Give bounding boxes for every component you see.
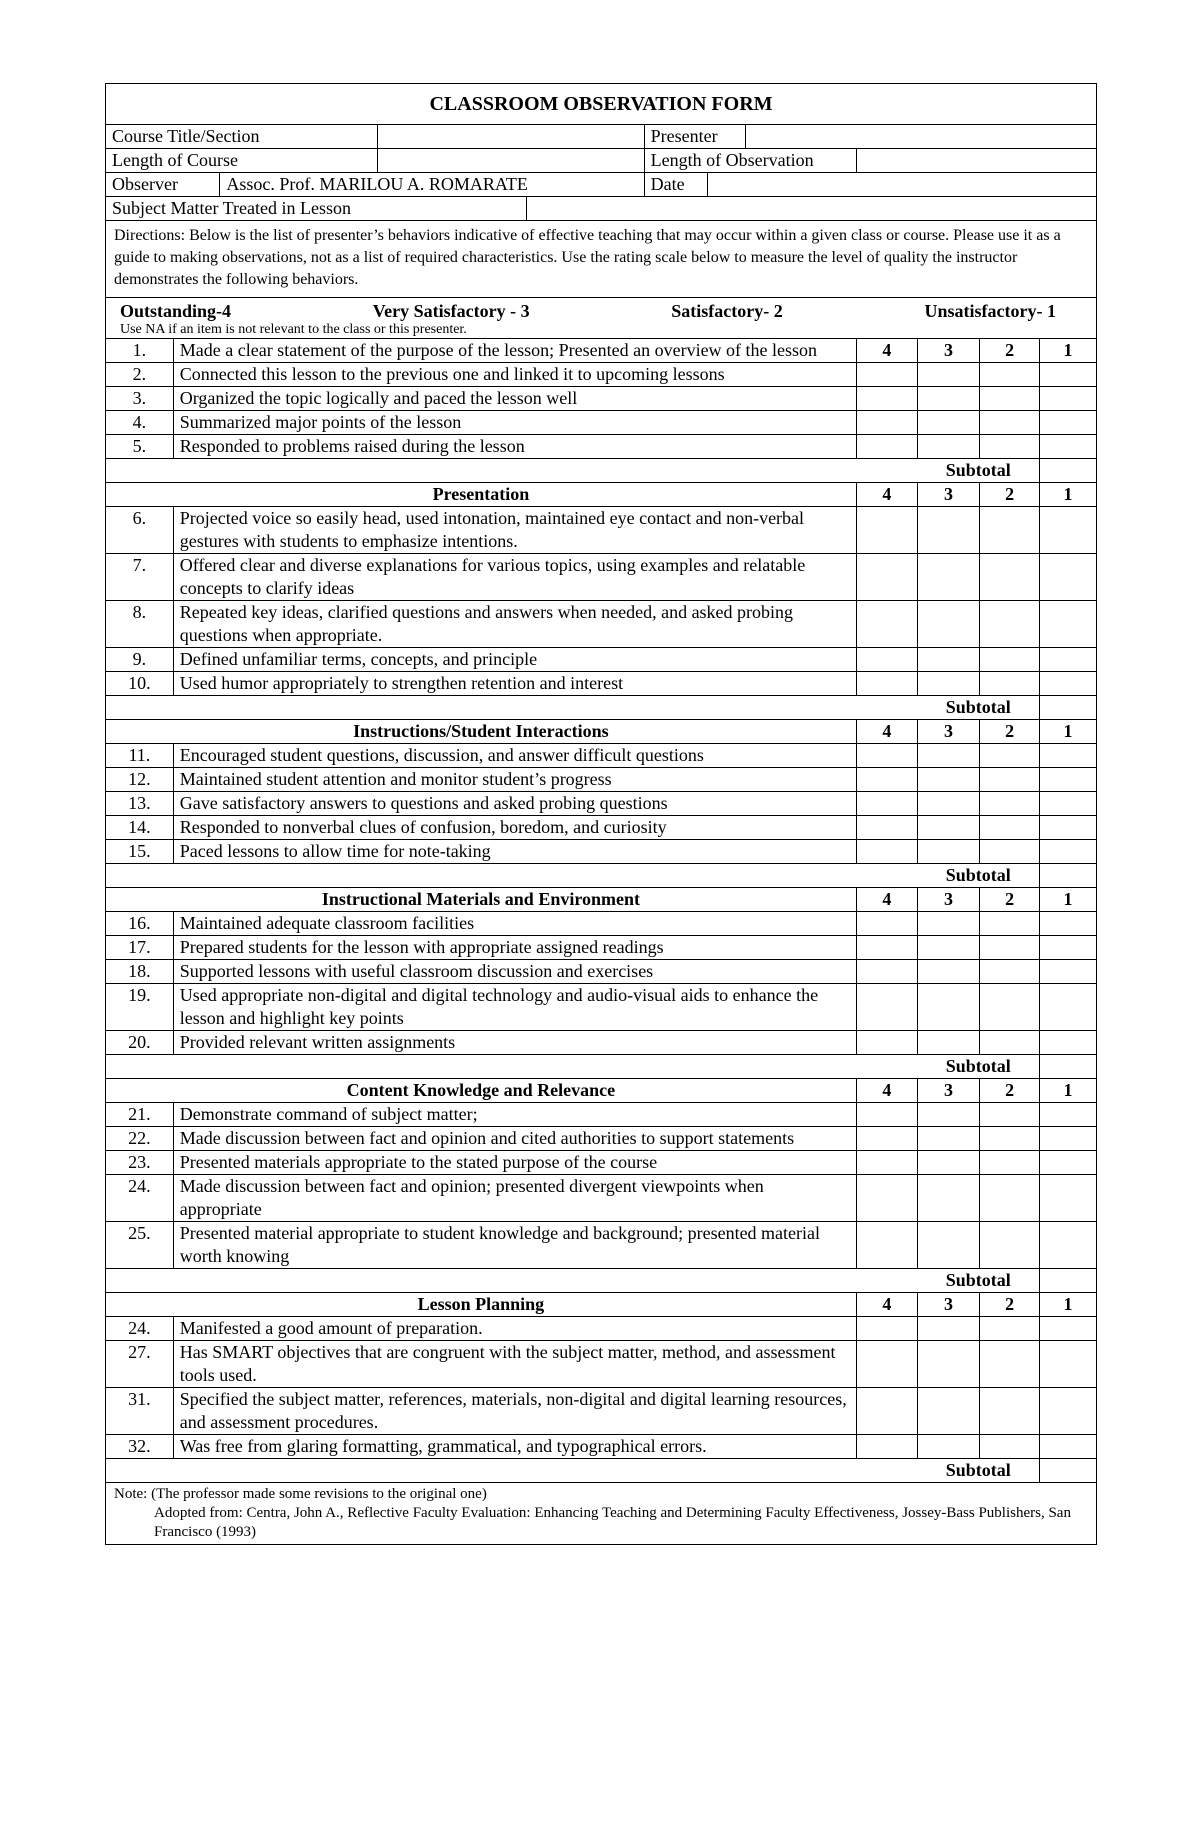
scale-unsatisfactory: Unsatisfactory- 1 [924, 301, 1056, 321]
rating-cell-2[interactable] [980, 1175, 1040, 1222]
subtotal-spacer [106, 696, 918, 720]
item-number: 7. [106, 554, 174, 601]
rating-cell-3[interactable] [917, 1317, 979, 1341]
item-text: Used appropriate non-digital and digital technology and audio-visual aids to enhance the lesson and highlight key points [173, 984, 856, 1031]
rating-cell-2[interactable] [980, 363, 1040, 387]
criteria-row [106, 816, 1097, 840]
item-number: 12. [106, 768, 174, 792]
item-text: Projected voice so easily head, used intonation, maintained eye contact and non-verbal gestures with students to emphasize intentions. [173, 507, 856, 554]
criteria-row [106, 840, 1097, 864]
length-course-label: Length of Course [106, 149, 378, 173]
item-number: 22. [106, 1127, 174, 1151]
criteria-row [106, 1103, 1097, 1127]
item-text: Offered clear and diverse explanations for various topics, using examples and relatable concepts to clarify ideas [173, 554, 856, 601]
item-text: Made a clear statement of the purpose of the lesson; Presented an overview of the lesson [173, 339, 856, 363]
rating-cell-1[interactable] [1040, 363, 1097, 387]
item-text: Repeated key ideas, clarified questions and answers when needed, and asked probing questions when appropriate. [173, 601, 856, 648]
rating-cell-3[interactable] [917, 1388, 979, 1435]
rating-header-4[interactable]: 4 [856, 339, 917, 363]
subtotal-row [106, 1055, 1097, 1079]
date-label: Date [644, 173, 707, 197]
item-text: Gave satisfactory answers to questions and asked probing questions [173, 792, 856, 816]
subtotal-row [106, 696, 1097, 720]
rating-header-1[interactable]: 1 [1040, 339, 1097, 363]
rating-cell-1[interactable] [1040, 1317, 1097, 1341]
criteria-row [106, 768, 1097, 792]
item-text: Connected this lesson to the previous one and linked it to upcoming lessons [173, 363, 856, 387]
rating-cell-1[interactable] [1040, 984, 1097, 1031]
criteria-row [106, 554, 1097, 601]
rating-header-4: 4 [856, 483, 917, 507]
rating-cell-4[interactable] [856, 411, 917, 435]
rating-header-3[interactable]: 3 [917, 339, 979, 363]
item-text: Provided relevant written assignments [173, 1031, 856, 1055]
rating-cell-1[interactable] [1040, 936, 1097, 960]
rating-header-2: 2 [980, 888, 1040, 912]
item-text: Supported lessons with useful classroom discussion and exercises [173, 960, 856, 984]
section-header-row [106, 483, 1097, 507]
rating-header-2: 2 [980, 483, 1040, 507]
item-number: 18. [106, 960, 174, 984]
item-text: Used humor appropriately to strengthen retention and interest [173, 672, 856, 696]
rating-cell-1[interactable] [1040, 1341, 1097, 1388]
rating-cell-2[interactable] [980, 435, 1040, 459]
subtotal-label: Subtotal [917, 1055, 1039, 1079]
criteria-row [106, 387, 1097, 411]
rating-cell-2[interactable] [980, 601, 1040, 648]
section-header-row [106, 888, 1097, 912]
rating-cell-4[interactable] [856, 1388, 917, 1435]
subtotal-row [106, 1269, 1097, 1293]
section-header-row [106, 1293, 1097, 1317]
rating-header-2: 2 [980, 1293, 1040, 1317]
rating-cell-3[interactable] [917, 936, 979, 960]
observer-label: Observer [106, 173, 220, 197]
rating-scale-row [106, 298, 1097, 323]
item-number: 17. [106, 936, 174, 960]
subtotal-spacer [106, 864, 918, 888]
rating-cell-1[interactable] [1040, 1175, 1097, 1222]
rating-cell-3[interactable] [917, 387, 979, 411]
rating-cell-3[interactable] [917, 1151, 979, 1175]
header-row-subject [106, 197, 1097, 221]
section-title: Content Knowledge and Relevance [106, 1079, 857, 1103]
rating-cell-3[interactable] [917, 672, 979, 696]
item-text: Specified the subject matter, references, materials, non-digital and digital learning resources, and assessment procedures. [173, 1388, 856, 1435]
directions-text: Directions: Below is the list of presenter’s behaviors indicative of effective teaching that may occur within a given class or course. Please use it as a guide to making observations, not as a list of required characteristics. Use the rating scale below to measure the level of quality the instructor demonstrates the following behaviors. [106, 221, 1097, 298]
subtotal-field[interactable] [1040, 1055, 1097, 1079]
scale-very-satisfactory: Very Satisfactory - 3 [372, 301, 530, 321]
rating-cell-1[interactable] [1040, 1222, 1097, 1269]
criteria-row [106, 744, 1097, 768]
note-row [106, 1483, 1097, 1545]
form-title: CLASSROOM OBSERVATION FORM [106, 84, 1097, 125]
criteria-row [106, 792, 1097, 816]
rating-cell-3[interactable] [917, 984, 979, 1031]
item-text: Demonstrate command of subject matter; [173, 1103, 856, 1127]
rating-cell-1[interactable] [1040, 672, 1097, 696]
rating-cell-3[interactable] [917, 507, 979, 554]
rating-cell-3[interactable] [917, 601, 979, 648]
rating-cell-4[interactable] [856, 1175, 917, 1222]
rating-cell-2[interactable] [980, 672, 1040, 696]
item-number: 15. [106, 840, 174, 864]
rating-header-3: 3 [917, 483, 979, 507]
subtotal-field[interactable] [1040, 696, 1097, 720]
rating-cell-4[interactable] [856, 601, 917, 648]
rating-header-3: 3 [917, 1079, 979, 1103]
rating-cell-4[interactable] [856, 507, 917, 554]
item-number: 10. [106, 672, 174, 696]
header-row-observer [106, 173, 1097, 197]
item-text: Made discussion between fact and opinion and cited authorities to support statements [173, 1127, 856, 1151]
subtotal-field[interactable] [1040, 1459, 1097, 1483]
subtotal-field[interactable] [1040, 864, 1097, 888]
criteria-row [106, 363, 1097, 387]
item-text: Paced lessons to allow time for note-taking [173, 840, 856, 864]
rating-cell-2[interactable] [980, 1435, 1040, 1459]
course-title-field[interactable] [378, 125, 645, 149]
rating-cell-3[interactable] [917, 1435, 979, 1459]
rating-cell-4[interactable] [856, 768, 917, 792]
criteria-row [106, 648, 1097, 672]
rating-cell-3[interactable] [917, 1127, 979, 1151]
item-number: 6. [106, 507, 174, 554]
item-number: 31. [106, 1388, 174, 1435]
subtotal-field[interactable] [1040, 1269, 1097, 1293]
rating-header-1: 1 [1040, 720, 1097, 744]
rating-cell-4[interactable] [856, 936, 917, 960]
subtotal-label: Subtotal [917, 1459, 1039, 1483]
rating-cell-2[interactable] [980, 387, 1040, 411]
rating-header-2: 2 [980, 1079, 1040, 1103]
observation-form [105, 83, 1097, 1545]
rating-cell-2[interactable] [980, 1317, 1040, 1341]
criteria-row [106, 960, 1097, 984]
rating-cell-2[interactable] [980, 816, 1040, 840]
subtotal-label: Subtotal [917, 459, 1039, 483]
criteria-row [106, 339, 1097, 363]
subtotal-spacer [106, 1269, 918, 1293]
item-text: Organized the topic logically and paced the lesson well [173, 387, 856, 411]
criteria-row [106, 1341, 1097, 1388]
rating-cell-3[interactable] [917, 1103, 979, 1127]
rating-cell-2[interactable] [980, 554, 1040, 601]
item-number: 16. [106, 912, 174, 936]
rating-cell-3[interactable] [917, 912, 979, 936]
rating-cell-3[interactable] [917, 792, 979, 816]
rating-header-4: 4 [856, 1293, 917, 1317]
item-number: 13. [106, 792, 174, 816]
rating-cell-1[interactable] [1040, 1127, 1097, 1151]
date-field[interactable] [707, 173, 1096, 197]
rating-cell-4[interactable] [856, 792, 917, 816]
rating-cell-4[interactable] [856, 363, 917, 387]
item-number: 25. [106, 1222, 174, 1269]
rating-cell-1[interactable] [1040, 792, 1097, 816]
rating-cell-1[interactable] [1040, 507, 1097, 554]
rating-cell-4[interactable] [856, 1103, 917, 1127]
item-text: Defined unfamiliar terms, concepts, and principle [173, 648, 856, 672]
criteria-row [106, 435, 1097, 459]
form-title-row [106, 84, 1097, 125]
criteria-row [106, 1222, 1097, 1269]
section-title: Instructional Materials and Environment [106, 888, 857, 912]
criteria-row [106, 912, 1097, 936]
item-text: Presented materials appropriate to the stated purpose of the course [173, 1151, 856, 1175]
rating-header-3: 3 [917, 1293, 979, 1317]
item-number: 1. [106, 339, 174, 363]
rating-cell-3[interactable] [917, 816, 979, 840]
subtotal-spacer [106, 1459, 918, 1483]
header-row-length [106, 149, 1097, 173]
item-number: 8. [106, 601, 174, 648]
item-text: Made discussion between fact and opinion; presented divergent viewpoints when appropriate [173, 1175, 856, 1222]
note-cell [106, 1483, 1097, 1545]
scale-satisfactory: Satisfactory- 2 [671, 301, 783, 321]
scale-outstanding: Outstanding-4 [120, 301, 232, 321]
rating-cell-3[interactable] [917, 960, 979, 984]
subtotal-label: Subtotal [917, 696, 1039, 720]
rating-cell-2[interactable] [980, 1388, 1040, 1435]
rating-cell-4[interactable] [856, 1151, 917, 1175]
item-text: Has SMART objectives that are congruent with the subject matter, method, and assessment tools used. [173, 1341, 856, 1388]
course-title-label: Course Title/Section [106, 125, 378, 149]
rating-cell-4[interactable] [856, 912, 917, 936]
rating-header-3: 3 [917, 888, 979, 912]
item-number: 9. [106, 648, 174, 672]
criteria-row [106, 1151, 1097, 1175]
item-number: 24. [106, 1175, 174, 1222]
rating-cell-1[interactable] [1040, 435, 1097, 459]
item-number: 2. [106, 363, 174, 387]
rating-header-2[interactable]: 2 [980, 339, 1040, 363]
header-row-course [106, 125, 1097, 149]
rating-cell-1[interactable] [1040, 648, 1097, 672]
criteria-row [106, 1435, 1097, 1459]
criteria-row [106, 1317, 1097, 1341]
rating-header-4: 4 [856, 720, 917, 744]
item-number: 27. [106, 1341, 174, 1388]
rating-cell-3[interactable] [917, 1175, 979, 1222]
rating-header-3: 3 [917, 720, 979, 744]
rating-cell-4[interactable] [856, 387, 917, 411]
item-number: 21. [106, 1103, 174, 1127]
rating-cell-3[interactable] [917, 435, 979, 459]
subtotal-spacer [106, 459, 918, 483]
item-number: 3. [106, 387, 174, 411]
item-number: 20. [106, 1031, 174, 1055]
rating-cell-4[interactable] [856, 672, 917, 696]
rating-cell-4[interactable] [856, 744, 917, 768]
subtotal-spacer [106, 1055, 918, 1079]
rating-cell-3[interactable] [917, 768, 979, 792]
presenter-label: Presenter [644, 125, 745, 149]
rating-cell-4[interactable] [856, 1127, 917, 1151]
rating-cell-1[interactable] [1040, 816, 1097, 840]
rating-header-4: 4 [856, 888, 917, 912]
rating-cell-3[interactable] [917, 411, 979, 435]
rating-cell-2[interactable] [980, 648, 1040, 672]
criteria-row [106, 507, 1097, 554]
rating-cell-4[interactable] [856, 840, 917, 864]
item-number: 14. [106, 816, 174, 840]
note-line: Note: (The professor made some revisions to the original one) [114, 1486, 487, 1502]
subtotal-row [106, 864, 1097, 888]
form-table [105, 83, 1097, 1545]
rating-cell-4[interactable] [856, 1222, 917, 1269]
subtotal-label: Subtotal [917, 1269, 1039, 1293]
item-text: Presented material appropriate to student knowledge and background; presented material worth knowing [173, 1222, 856, 1269]
item-text: Maintained adequate classroom facilities [173, 912, 856, 936]
rating-cell-1[interactable] [1040, 554, 1097, 601]
rating-header-2: 2 [980, 720, 1040, 744]
criteria-row [106, 411, 1097, 435]
rating-cell-1[interactable] [1040, 1031, 1097, 1055]
rating-cell-2[interactable] [980, 1222, 1040, 1269]
rating-cell-1[interactable] [1040, 1388, 1097, 1435]
rating-cell-4[interactable] [856, 554, 917, 601]
length-course-field[interactable] [378, 149, 645, 173]
rating-cell-3[interactable] [917, 1031, 979, 1055]
rating-cell-1[interactable] [1040, 768, 1097, 792]
criteria-row [106, 1388, 1097, 1435]
item-text: Was free from glaring formatting, grammatical, and typographical errors. [173, 1435, 856, 1459]
item-number: 19. [106, 984, 174, 1031]
observer-field[interactable]: Assoc. Prof. MARILOU A. ROMARATE [220, 173, 644, 197]
rating-header-1: 1 [1040, 1079, 1097, 1103]
section-title: Presentation [106, 483, 857, 507]
na-note: Use NA if an item is not relevant to the class or this presenter. [106, 322, 1097, 339]
presenter-field[interactable] [745, 125, 1096, 149]
rating-cell-4[interactable] [856, 960, 917, 984]
rating-cell-4[interactable] [856, 1317, 917, 1341]
criteria-row [106, 672, 1097, 696]
rating-header-4: 4 [856, 1079, 917, 1103]
subject-matter-label: Subject Matter Treated in Lesson [106, 197, 527, 221]
rating-cell-1[interactable] [1040, 1435, 1097, 1459]
rating-cell-2[interactable] [980, 768, 1040, 792]
rating-cell-1[interactable] [1040, 411, 1097, 435]
rating-cell-3[interactable] [917, 363, 979, 387]
item-text: Summarized major points of the lesson [173, 411, 856, 435]
item-text: Responded to nonverbal clues of confusion, boredom, and curiosity [173, 816, 856, 840]
rating-cell-1[interactable] [1040, 1151, 1097, 1175]
rating-cell-3[interactable] [917, 1341, 979, 1388]
rating-cell-2[interactable] [980, 912, 1040, 936]
rating-cell-1[interactable] [1040, 912, 1097, 936]
directions-row [106, 221, 1097, 298]
rating-cell-4[interactable] [856, 816, 917, 840]
na-note-row [106, 322, 1097, 339]
item-text: Responded to problems raised during the lesson [173, 435, 856, 459]
citation-line: Adopted from: Centra, John A., Reflective Faculty Evaluation: Enhancing Teaching and Determining Faculty Effectiveness, Jossey-Bass Publishers, San Francisco (1993) [154, 1505, 1071, 1540]
item-number: 23. [106, 1151, 174, 1175]
rating-cell-1[interactable] [1040, 387, 1097, 411]
rating-cell-2[interactable] [980, 744, 1040, 768]
rating-cell-2[interactable] [980, 1341, 1040, 1388]
item-number: 5. [106, 435, 174, 459]
rating-cell-3[interactable] [917, 554, 979, 601]
section-title: Lesson Planning [106, 1293, 857, 1317]
rating-cell-2[interactable] [980, 840, 1040, 864]
item-text: Manifested a good amount of preparation. [173, 1317, 856, 1341]
rating-cell-1[interactable] [1040, 601, 1097, 648]
rating-cell-1[interactable] [1040, 1103, 1097, 1127]
subtotal-label: Subtotal [917, 864, 1039, 888]
section-header-row [106, 1079, 1097, 1103]
section-header-row [106, 720, 1097, 744]
rating-cell-4[interactable] [856, 648, 917, 672]
rating-cell-2[interactable] [980, 1151, 1040, 1175]
rating-cell-2[interactable] [980, 936, 1040, 960]
rating-header-1: 1 [1040, 1293, 1097, 1317]
subject-matter-field[interactable] [526, 197, 1096, 221]
rating-cell-4[interactable] [856, 1031, 917, 1055]
rating-cell-3[interactable] [917, 840, 979, 864]
rating-cell-3[interactable] [917, 744, 979, 768]
criteria-row [106, 1175, 1097, 1222]
rating-cell-2[interactable] [980, 1127, 1040, 1151]
criteria-row [106, 1031, 1097, 1055]
rating-cell-2[interactable] [980, 411, 1040, 435]
rating-cell-4[interactable] [856, 1341, 917, 1388]
item-number: 32. [106, 1435, 174, 1459]
rating-cell-4[interactable] [856, 984, 917, 1031]
rating-cell-2[interactable] [980, 1103, 1040, 1127]
rating-cell-3[interactable] [917, 648, 979, 672]
length-observation-label: Length of Observation [644, 149, 856, 173]
subtotal-row [106, 459, 1097, 483]
rating-header-1: 1 [1040, 483, 1097, 507]
item-text: Prepared students for the lesson with appropriate assigned readings [173, 936, 856, 960]
subtotal-row [106, 1459, 1097, 1483]
rating-cell-2[interactable] [980, 960, 1040, 984]
criteria-row [106, 936, 1097, 960]
subtotal-field[interactable] [1040, 459, 1097, 483]
criteria-row [106, 984, 1097, 1031]
rating-cell-3[interactable] [917, 1222, 979, 1269]
item-number: 11. [106, 744, 174, 768]
item-number: 4. [106, 411, 174, 435]
rating-cell-1[interactable] [1040, 840, 1097, 864]
item-number: 24. [106, 1317, 174, 1341]
rating-cell-2[interactable] [980, 507, 1040, 554]
rating-cell-4[interactable] [856, 1435, 917, 1459]
length-observation-field[interactable] [856, 149, 1096, 173]
item-text: Encouraged student questions, discussion, and answer difficult questions [173, 744, 856, 768]
rating-header-1: 1 [1040, 888, 1097, 912]
rating-cell-2[interactable] [980, 1031, 1040, 1055]
section-title: Instructions/Student Interactions [106, 720, 857, 744]
rating-cell-1[interactable] [1040, 960, 1097, 984]
criteria-row [106, 601, 1097, 648]
rating-cell-2[interactable] [980, 984, 1040, 1031]
criteria-row [106, 1127, 1097, 1151]
item-text: Maintained student attention and monitor student’s progress [173, 768, 856, 792]
rating-cell-4[interactable] [856, 435, 917, 459]
rating-cell-2[interactable] [980, 792, 1040, 816]
rating-cell-1[interactable] [1040, 744, 1097, 768]
